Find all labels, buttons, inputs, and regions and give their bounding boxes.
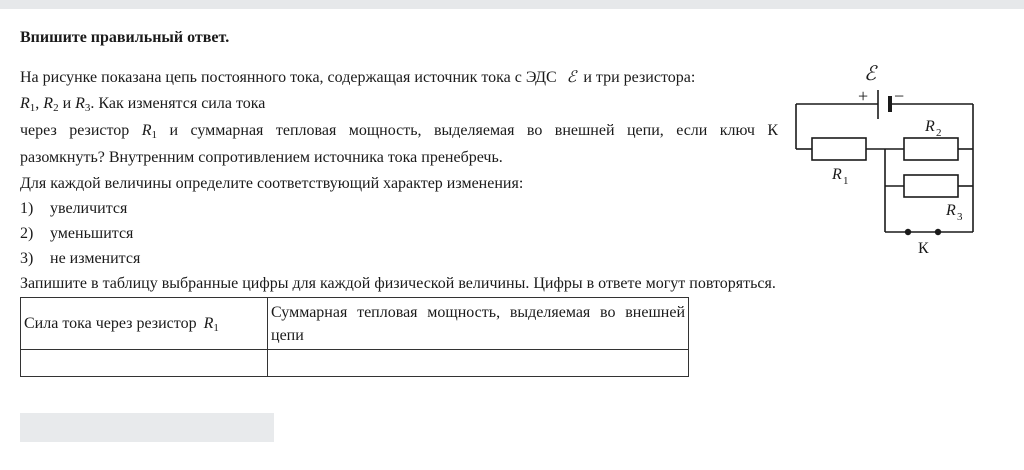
plus-label: +: [858, 86, 869, 106]
text-fragment: и три резистора:: [583, 69, 696, 86]
r1-label: R: [832, 166, 842, 183]
table-answer-row: [21, 350, 689, 377]
task-heading: Впишите правильный ответ.: [20, 29, 230, 46]
r3-label: R: [946, 202, 956, 219]
text-fragment: . Как изменятся сила тока: [90, 95, 266, 112]
resistor-r1: [812, 138, 866, 160]
resistor-r3: [904, 175, 958, 197]
subscript: 1: [29, 102, 36, 114]
resistor-r2: [904, 138, 958, 160]
option-3: [20, 249, 140, 269]
option-1: [20, 199, 127, 219]
r2-label: R: [925, 118, 935, 135]
subscript: 1: [151, 129, 158, 141]
key-label: К: [918, 240, 929, 257]
emf-label: ℰ: [864, 63, 877, 85]
task-text-line-4: разомкнуть? Внутренним сопротивлением источника тока пренебречь.: [20, 149, 503, 166]
task-text-line-3: [20, 121, 778, 141]
answer-cell-power[interactable]: [268, 350, 689, 377]
option-label: уменьшится: [50, 225, 134, 242]
task-text-line-2: [20, 94, 265, 114]
subscript: 1: [213, 322, 219, 334]
conjunction: и: [62, 95, 72, 112]
subscript: 2: [53, 102, 59, 114]
r-symbol: R: [20, 95, 30, 112]
circuit-diagram: [780, 62, 990, 262]
comma: ,: [35, 95, 40, 112]
table-header-row: [21, 298, 689, 350]
r-symbol: R: [141, 122, 152, 139]
r-symbol: R: [43, 95, 54, 112]
table-instruction: Запишите в таблицу выбранные цифры для каждой физической величины. Цифры в ответе могут повторяться.: [20, 275, 776, 292]
r1-subscript: 1: [843, 175, 849, 187]
answer-table: [20, 297, 689, 377]
key-contact-left: [905, 229, 911, 235]
emf-symbol: ℰ: [566, 69, 577, 86]
option-number: 2): [20, 225, 34, 242]
option-2: [20, 224, 133, 244]
option-label: увеличится: [50, 200, 128, 217]
submit-button[interactable]: [20, 413, 274, 442]
subscript: 3: [84, 102, 91, 114]
option-number: 3): [20, 250, 34, 267]
table-header-power: Суммарная тепловая мощность, выделяемая во внешней цепи: [268, 298, 689, 350]
option-label: не изменится: [50, 250, 141, 267]
r2-subscript: 2: [936, 127, 942, 139]
answer-cell-current[interactable]: [21, 350, 268, 377]
table-header-current: [21, 298, 268, 350]
text-fragment: На рисунке показана цепь постоянного тока, содержащая источник тока с ЭДС: [20, 69, 557, 86]
top-bar: [0, 0, 1024, 9]
text-fragment: и суммарная тепловая мощность, выделяемая во внешней цепи, если ключ К: [169, 122, 779, 139]
option-number: 1): [20, 200, 34, 217]
r-symbol: R: [75, 95, 85, 112]
header-text: Сила тока через резистор: [24, 315, 197, 332]
r-symbol: R: [203, 315, 214, 332]
text-fragment: через резистор: [20, 122, 130, 139]
key-contact-right: [935, 229, 941, 235]
r3-subscript: 3: [957, 211, 963, 223]
minus-label: −: [894, 86, 905, 106]
task-text-line-1: [20, 68, 695, 88]
instruction-text: Для каждой величины определите соответствующий характер изменения:: [20, 175, 524, 192]
